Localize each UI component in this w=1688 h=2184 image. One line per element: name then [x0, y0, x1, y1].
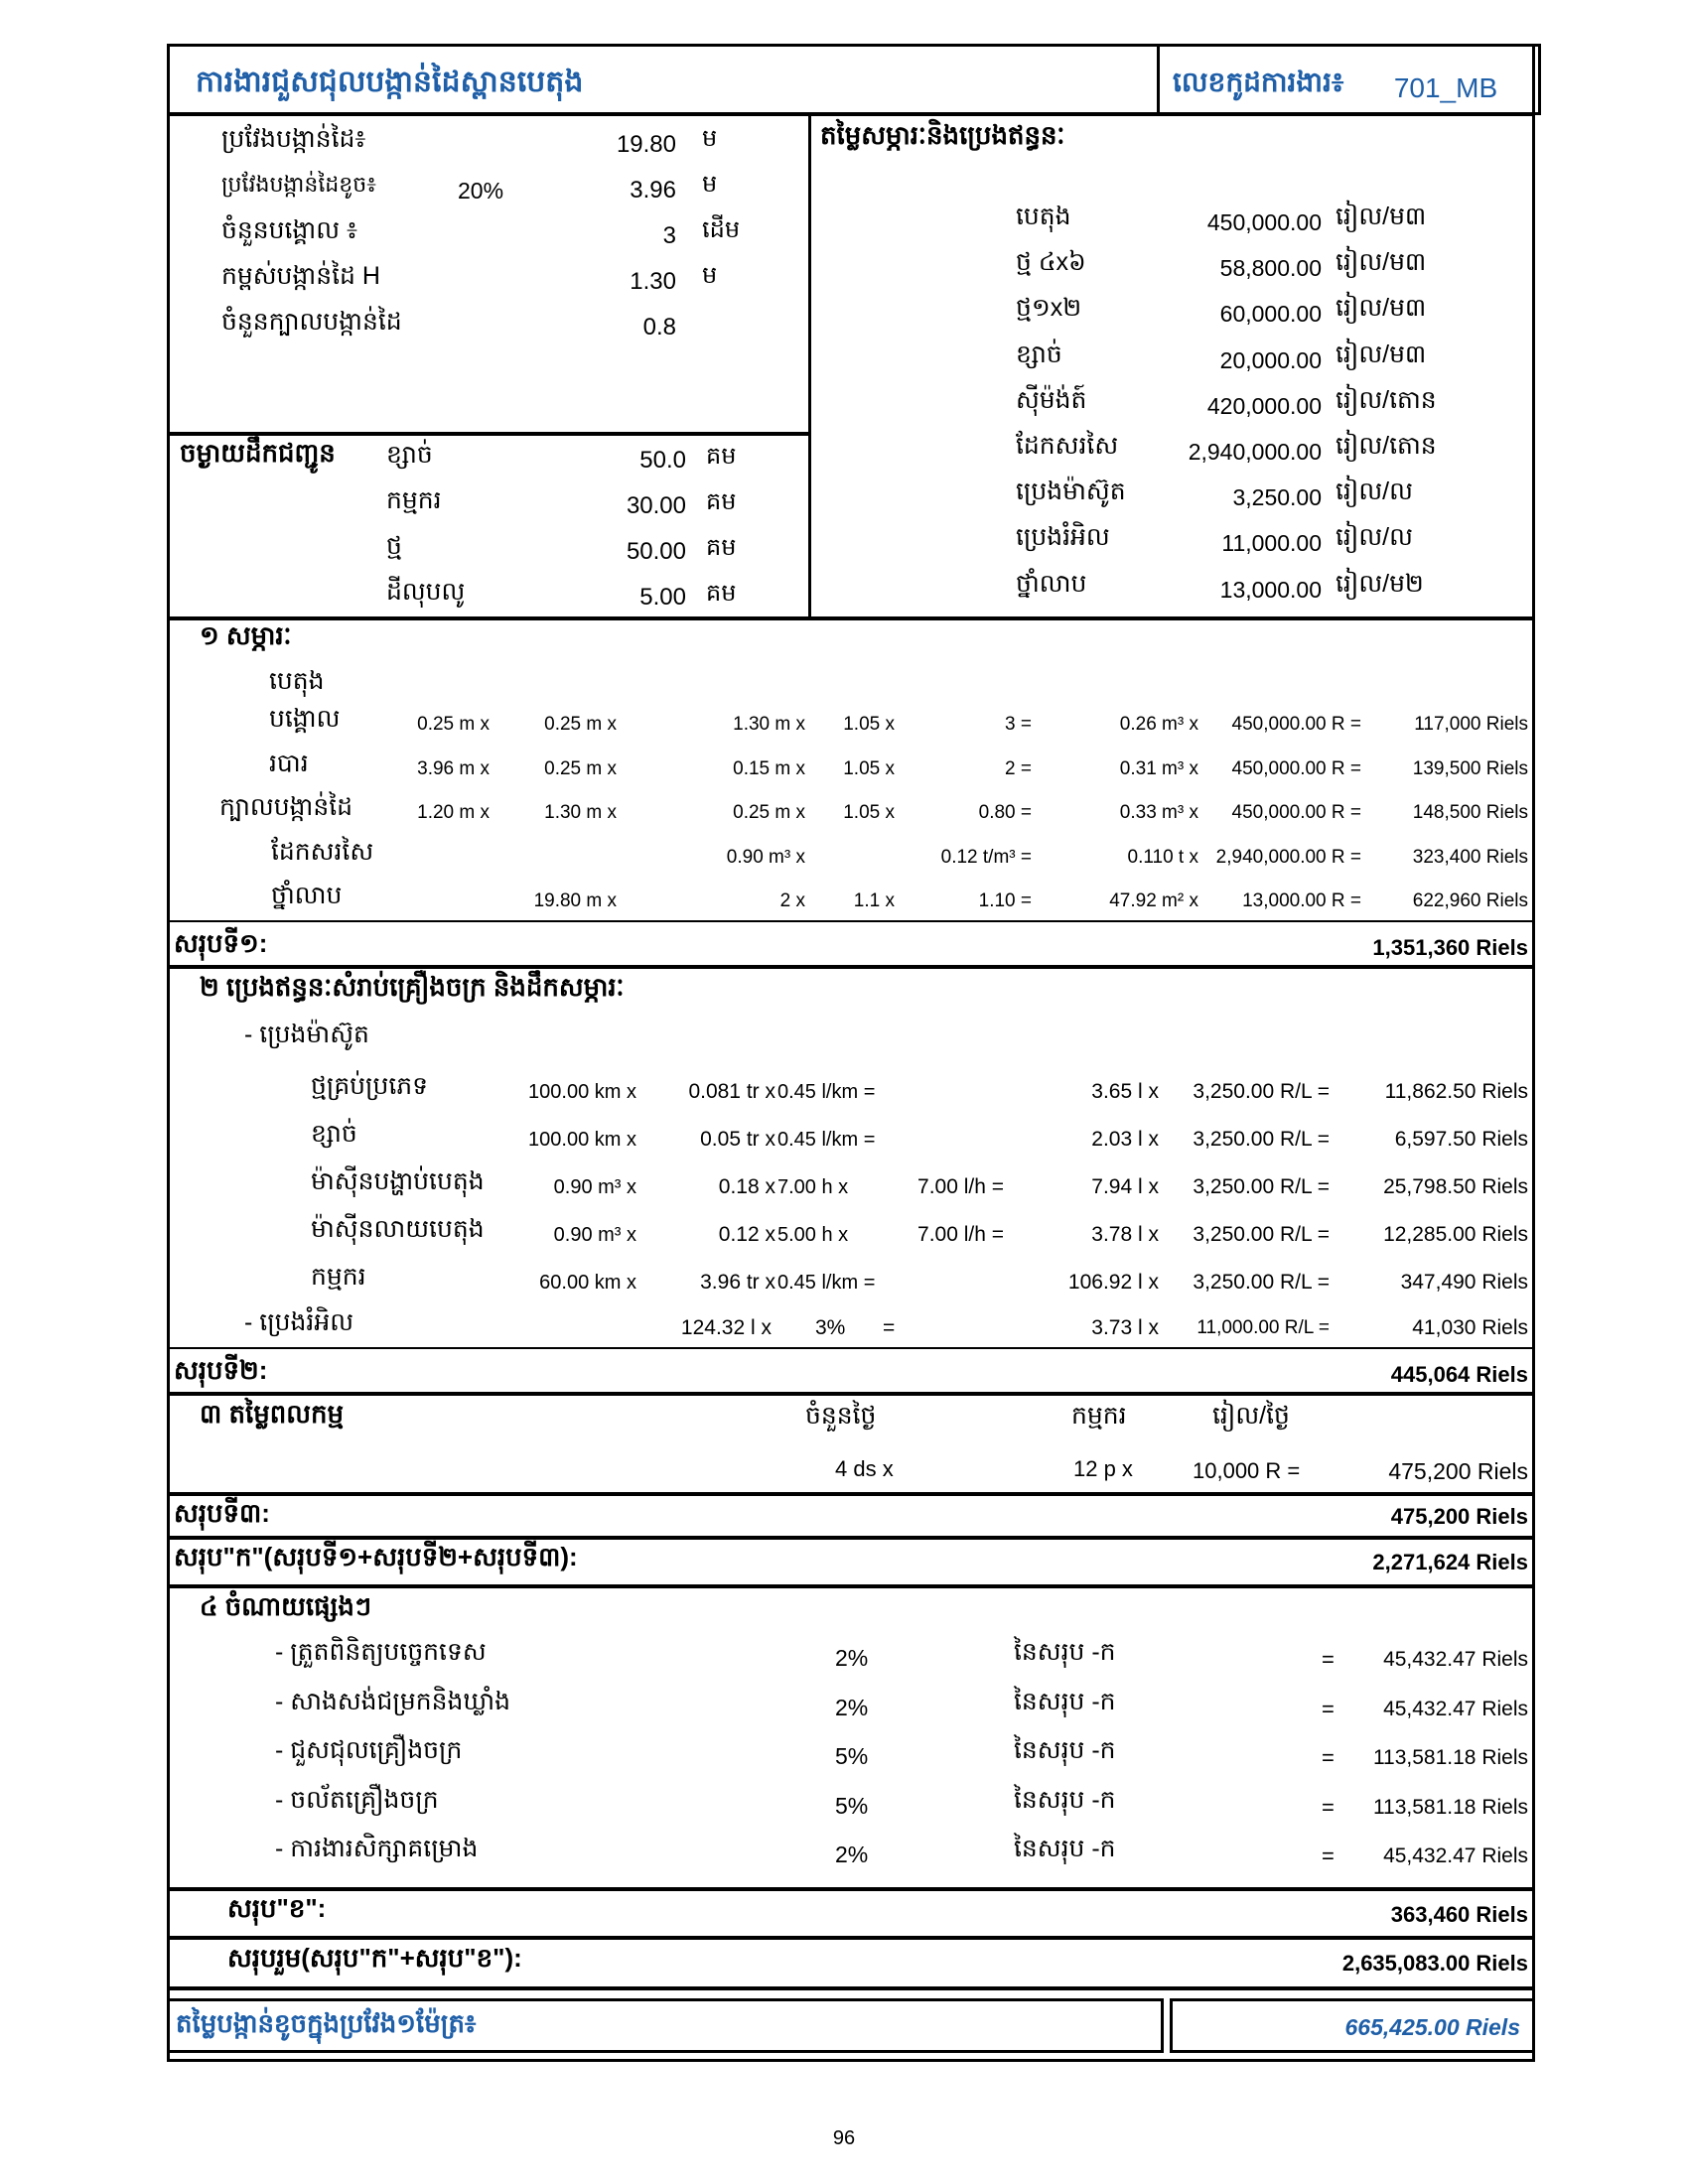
price-item-name: បេតុង: [1016, 203, 1071, 230]
param-label: ចំនួនបង្គោល ៖: [221, 216, 357, 244]
material-row-cell: 3.96 m x: [417, 757, 490, 779]
subtotal2-value: 445,064 Riels: [1390, 1362, 1528, 1387]
price-item-value: 58,800.00: [1219, 255, 1322, 282]
grand-total-value: 2,635,083.00 Riels: [1341, 1951, 1528, 1976]
other-cost-base: នៃសរុប -ក: [1014, 1687, 1116, 1715]
transport-item-unit: គម: [706, 443, 737, 470]
other-cost-label: - សាងសង់ជម្រកនិងឃ្លាំង: [275, 1687, 510, 1715]
other-cost-base: នៃសរុប -ក: [1014, 1638, 1116, 1666]
transport-item-unit: គម: [706, 534, 737, 561]
sum-a-value: 2,271,624 Riels: [1372, 1550, 1528, 1574]
other-cost-label: - ជួសជុលគ្រឿងចក្រ: [275, 1736, 463, 1764]
fuel-row-cell: 5.00 h x: [777, 1224, 849, 1246]
fuel-row-cell: 0.90 m³ x: [553, 1176, 636, 1198]
fuel-row-cell: 11,862.50 Riels: [1384, 1080, 1528, 1103]
other-cost-value: 113,581.18 Riels: [1372, 1795, 1528, 1819]
material-row-cell: 0.12 t/m³ =: [940, 846, 1032, 868]
param-percent: 20%: [458, 178, 504, 204]
lube-f: 11,000.00 R/L =: [1196, 1317, 1330, 1338]
price-item-name: ថ្នាំលាប: [1016, 569, 1087, 598]
material-row-label: បង្គោល: [269, 705, 341, 733]
sum-a-label: សរុប"ក"(សរុបទី១+សរុបទី២+សរុបទី៣):: [174, 1542, 578, 1571]
other-cost-eq: =: [1322, 1745, 1335, 1770]
fuel-row-cell: 0.45 l/km =: [777, 1081, 876, 1103]
price-item-value: 13,000.00: [1219, 576, 1322, 603]
param-label: ប្រវែងបង្កាន់ដៃខូច៖: [221, 172, 376, 197]
material-row-cell: 0.26 m³ x: [1119, 714, 1198, 735]
material-row-cell: 139,500 Riels: [1412, 757, 1528, 779]
param-unit: ដើម: [702, 216, 741, 243]
fuel-row-cell: 0.45 l/km =: [777, 1129, 876, 1151]
fuel-row-cell: 25,798.50 Riels: [1383, 1175, 1528, 1198]
subtotal2-label: សរុបទី២:: [174, 1355, 268, 1385]
price-item-value: 20,000.00: [1219, 346, 1322, 373]
fuel-row-cell: 60.00 km x: [539, 1272, 636, 1294]
sum-b-value: 363,460 Riels: [1390, 1902, 1528, 1927]
fuel-row-cell: 3.78 l x: [1091, 1223, 1159, 1246]
concrete-label: បេតុង: [269, 667, 325, 695]
material-row-label: ក្បាលបង្កាន់ដៃ: [219, 793, 353, 821]
transport-item-unit: គម: [706, 488, 737, 515]
price-item-name: ដែកសរសៃ: [1016, 432, 1119, 460]
lube-g: 41,030 Riels: [1412, 1316, 1528, 1339]
price-item-unit: រៀល/ម៣: [1336, 248, 1427, 277]
other-cost-label: - ចល័តគ្រឿងចក្រ: [275, 1785, 439, 1814]
fuel-row-cell: 0.081 tr x: [688, 1080, 775, 1103]
other-cost-value: 113,581.18 Riels: [1372, 1746, 1528, 1769]
fuel-row-cell: 3,250.00 R/L =: [1193, 1271, 1330, 1294]
material-row-cell: 1.30 m x: [544, 802, 617, 823]
other-cost-value: 45,432.47 Riels: [1383, 1697, 1528, 1720]
material-row-cell: 2,940,000.00 R =: [1215, 846, 1361, 868]
price-item-unit: រៀល/ម៣: [1336, 340, 1427, 368]
other-cost-percent: 2%: [835, 1694, 869, 1720]
price-item-value: 450,000.00: [1206, 209, 1322, 235]
lube-eq: =: [883, 1316, 896, 1339]
other-cost-eq: =: [1322, 1647, 1335, 1672]
transport-item-value: 50.00: [626, 538, 686, 565]
workers-header: កម្មករ: [1071, 1402, 1127, 1430]
fuel-row-cell: 347,490 Riels: [1400, 1271, 1528, 1294]
price-item-unit: រៀល/ម២: [1336, 569, 1424, 598]
diesel-label: - ប្រេងម៉ាស៊ូត: [244, 1021, 369, 1048]
fuel-row-cell: 0.45 l/km =: [777, 1272, 876, 1294]
material-row-label: ថ្នាំលាប: [271, 882, 343, 909]
material-row-cell: 3 =: [1005, 714, 1032, 735]
material-row-cell: 450,000.00 R =: [1231, 757, 1361, 779]
price-item-name: ថ្ម ៤x៦: [1016, 248, 1086, 277]
material-row-cell: 0.33 m³ x: [1119, 802, 1198, 823]
price-item-name: ស៊ីម៉ង់ត៍: [1016, 385, 1087, 414]
material-row-cell: 450,000.00 R =: [1231, 714, 1361, 735]
sum-b-label: សរុប"ខ":: [227, 1893, 327, 1923]
workers-value: 12 p x: [1073, 1456, 1133, 1481]
material-row-cell: 1.05 x: [843, 802, 895, 823]
material-row-cell: 148,500 Riels: [1412, 802, 1528, 823]
material-row-cell: 117,000 Riels: [1414, 714, 1528, 735]
param-value: 0.8: [642, 314, 676, 341]
subtotal1-label: សរុបទី១:: [174, 928, 268, 958]
fuel-row-cell: 7.94 l x: [1091, 1175, 1159, 1198]
fuel-row-cell: 3,250.00 R/L =: [1193, 1175, 1330, 1198]
other-cost-base: នៃសរុប -ក: [1014, 1835, 1116, 1862]
material-row-cell: 0.80 =: [978, 802, 1032, 823]
fuel-row-cell: 3,250.00 R/L =: [1193, 1128, 1330, 1151]
other-cost-base: នៃសរុប -ក: [1014, 1736, 1116, 1764]
days-header: ចំនួនថ្ងៃ: [805, 1402, 877, 1430]
price-item-unit: រៀល/ម៣: [1336, 203, 1427, 230]
fuel-row-cell: 7.00 h x: [777, 1176, 849, 1198]
material-row-cell: 1.05 x: [843, 714, 895, 735]
fuel-row-cell: 100.00 km x: [528, 1129, 636, 1151]
material-row-cell: 0.25 m x: [733, 802, 805, 823]
transport-item-label: ថ្ម: [386, 532, 402, 560]
code-value: 701_MB: [1393, 72, 1498, 103]
fuel-row-label: កម្មករ: [311, 1263, 366, 1291]
lube-a: 124.32 l x: [680, 1316, 772, 1339]
section3-heading: ៣ តម្លៃពលកម្ម: [200, 1399, 344, 1429]
material-row-label: ដែកសរសៃ: [271, 837, 374, 866]
param-unit: ម: [702, 262, 718, 289]
param-value: 19.80: [616, 131, 676, 158]
transport-title: ចម្ងាយដឹកជញ្ជូន: [180, 438, 336, 468]
labour-amount: 475,200 Riels: [1388, 1458, 1528, 1484]
price-item-value: 11,000.00: [1221, 530, 1322, 557]
fuel-row-cell: 3.65 l x: [1091, 1080, 1159, 1103]
other-cost-base: នៃសរុប -ក: [1014, 1785, 1116, 1814]
material-row-label: របារ: [269, 749, 309, 777]
other-cost-label: - ការងារសិក្សាគម្រោង: [275, 1835, 479, 1862]
param-value: 3: [662, 222, 676, 249]
material-row-cell: 450,000.00 R =: [1231, 802, 1361, 823]
other-cost-value: 45,432.47 Riels: [1383, 1648, 1528, 1671]
other-cost-percent: 2%: [835, 1842, 869, 1867]
price-item-unit: រៀល/តោន: [1336, 385, 1437, 414]
transport-item-value: 30.00: [626, 492, 686, 519]
page-number: 96: [832, 2127, 856, 2149]
fuel-row-cell: 100.00 km x: [528, 1081, 636, 1103]
fuel-row-cell: 106.92 l x: [1067, 1271, 1159, 1294]
fuel-row-cell: 2.03 l x: [1091, 1128, 1159, 1151]
lube-e: 3.73 l x: [1091, 1316, 1159, 1339]
material-row-cell: 2 =: [1005, 757, 1032, 779]
fuel-row-cell: 0.12 x: [718, 1223, 775, 1246]
param-label: ចំនួនក្បាលបង្កាន់ដៃ: [221, 308, 402, 336]
price-item-value: 3,250.00: [1232, 484, 1322, 511]
section4-heading: ៤ ចំណាយផ្សេងៗ: [200, 1591, 372, 1621]
param-unit: ម: [702, 125, 718, 152]
fuel-row-cell: 12,285.00 Riels: [1383, 1223, 1528, 1246]
material-row-cell: 0.25 m x: [544, 757, 617, 779]
work-title: ការងារជួសជុលបង្កាន់ដៃស្ពានបេតុង: [196, 66, 584, 98]
transport-item-label: ដីលុបលូ: [386, 578, 466, 606]
price-item-unit: រៀល/ល: [1336, 523, 1413, 552]
other-cost-label: - ត្រួតពិនិត្យបច្ចេកទេស: [275, 1638, 487, 1666]
other-cost-percent: 5%: [835, 1743, 869, 1769]
other-cost-percent: 5%: [835, 1792, 869, 1819]
param-label: កម្ពស់បង្កាន់ដៃ H: [221, 262, 380, 290]
days-value: 4 ds x: [835, 1456, 894, 1481]
price-item-name: ថ្ម១x២: [1016, 294, 1082, 323]
material-row-cell: 13,000.00 R =: [1242, 890, 1361, 911]
material-row-cell: 622,960 Riels: [1412, 890, 1528, 911]
fuel-row-cell: 3.96 tr x: [700, 1271, 775, 1294]
fuel-row-cell: 0.18 x: [718, 1175, 775, 1198]
other-cost-eq: =: [1322, 1696, 1335, 1721]
subtotal3-value: 475,200 Riels: [1390, 1504, 1528, 1529]
material-row-cell: 0.25 m x: [417, 714, 490, 735]
fuel-row-cell: 7.00 l/h =: [917, 1223, 1004, 1246]
other-cost-percent: 2%: [835, 1645, 869, 1671]
material-row-cell: 0.25 m x: [544, 714, 617, 735]
rate-header: រៀល/ថ្ងៃ: [1212, 1402, 1290, 1430]
material-row-cell: 19.80 m x: [533, 890, 617, 911]
subtotal3-label: សរុបទី៣:: [174, 1498, 270, 1528]
param-value: 3.96: [630, 177, 676, 204]
cost-sheet: [167, 44, 1535, 2062]
lube-pct: 3%: [815, 1316, 846, 1339]
price-item-value: 2,940,000.00: [1188, 439, 1322, 465]
param-unit: ម: [702, 171, 718, 198]
fuel-row-label: ម៉ាស៊ីនលាយបេតុង: [311, 1215, 485, 1243]
price-item-unit: រៀល/តោន: [1336, 432, 1437, 460]
unit-cost-label: តម្លៃបង្កាន់ខូចក្នុងប្រវែង១ម៉ែត្រ៖: [176, 2008, 477, 2038]
price-item-value: 60,000.00: [1219, 301, 1322, 328]
price-item-name: ប្រេងម៉ាស៊ូត: [1016, 478, 1126, 506]
other-cost-eq: =: [1322, 1843, 1335, 1868]
fuel-row-cell: 3,250.00 R/L =: [1193, 1080, 1330, 1103]
prices-title: តម្លៃសម្ភារៈនិងប្រេងឥន្ធនៈ: [820, 120, 1065, 150]
param-value: 1.30: [630, 268, 676, 295]
material-row-cell: 1.20 m x: [417, 802, 490, 823]
material-row-cell: 2 x: [779, 890, 805, 911]
fuel-row-label: ម៉ាស៊ីនបង្ហាប់បេតុង: [311, 1167, 485, 1195]
price-item-name: ប្រេងរំអិល: [1016, 523, 1110, 552]
unit-cost-value: 665,425.00 Riels: [1344, 2014, 1520, 2040]
material-row-cell: 1.10 =: [978, 890, 1032, 911]
material-row-cell: 0.15 m x: [733, 757, 805, 779]
price-item-unit: រៀល/ម៣: [1336, 294, 1427, 323]
fuel-row-cell: 6,597.50 Riels: [1394, 1128, 1528, 1151]
transport-item-unit: គម: [706, 580, 737, 607]
fuel-row-cell: 0.05 tr x: [700, 1128, 775, 1151]
rate-value: 10,000 R =: [1193, 1458, 1301, 1483]
material-row-cell: 1.05 x: [843, 757, 895, 779]
material-row-cell: 0.110 t x: [1127, 846, 1198, 868]
transport-item-label: ខ្សាច់: [386, 441, 433, 469]
fuel-row-cell: 3,250.00 R/L =: [1193, 1223, 1330, 1246]
section2-heading: ២ ប្រេងឥន្ធនៈសំរាប់គ្រឿងចក្រ និងដឹកសម្ភារៈ: [200, 972, 625, 1002]
price-item-value: 420,000.00: [1206, 392, 1322, 419]
material-row-cell: 1.30 m x: [733, 714, 805, 735]
section1-heading: ១ សម្ភារៈ: [200, 620, 292, 650]
material-row-cell: 1.1 x: [853, 890, 895, 911]
other-cost-value: 45,432.47 Riels: [1383, 1844, 1528, 1867]
transport-item-value: 50.0: [639, 447, 686, 474]
material-row-cell: 0.90 m³ x: [726, 846, 805, 868]
material-row-cell: 47.92 m² x: [1109, 890, 1198, 911]
price-item-name: ខ្សាច់: [1016, 340, 1062, 368]
other-cost-eq: =: [1322, 1794, 1335, 1820]
fuel-row-label: ខ្សាច់: [311, 1120, 357, 1148]
transport-item-label: កម្មករ: [386, 486, 442, 514]
fuel-row-cell: 0.90 m³ x: [553, 1224, 636, 1246]
fuel-row-cell: 7.00 l/h =: [917, 1175, 1004, 1198]
material-row-cell: 0.31 m³ x: [1119, 757, 1198, 779]
subtotal1-value: 1,351,360 Riels: [1372, 935, 1528, 960]
transport-item-value: 5.00: [639, 584, 686, 611]
code-label: លេខកូដការងារ៖: [1173, 67, 1344, 97]
param-label: ប្រវែងបង្កាន់ដៃ៖: [221, 125, 366, 153]
material-row-cell: 323,400 Riels: [1412, 846, 1528, 868]
price-item-unit: រៀល/ល: [1336, 478, 1413, 506]
grand-total-label: សរុបរួម(សរុប"ក"+សរុប"ខ"):: [227, 1943, 522, 1973]
fuel-row-label: ថ្មគ្រប់ប្រភេទ: [311, 1072, 429, 1100]
lube-label: - ប្រេងរំអិល: [244, 1308, 353, 1336]
